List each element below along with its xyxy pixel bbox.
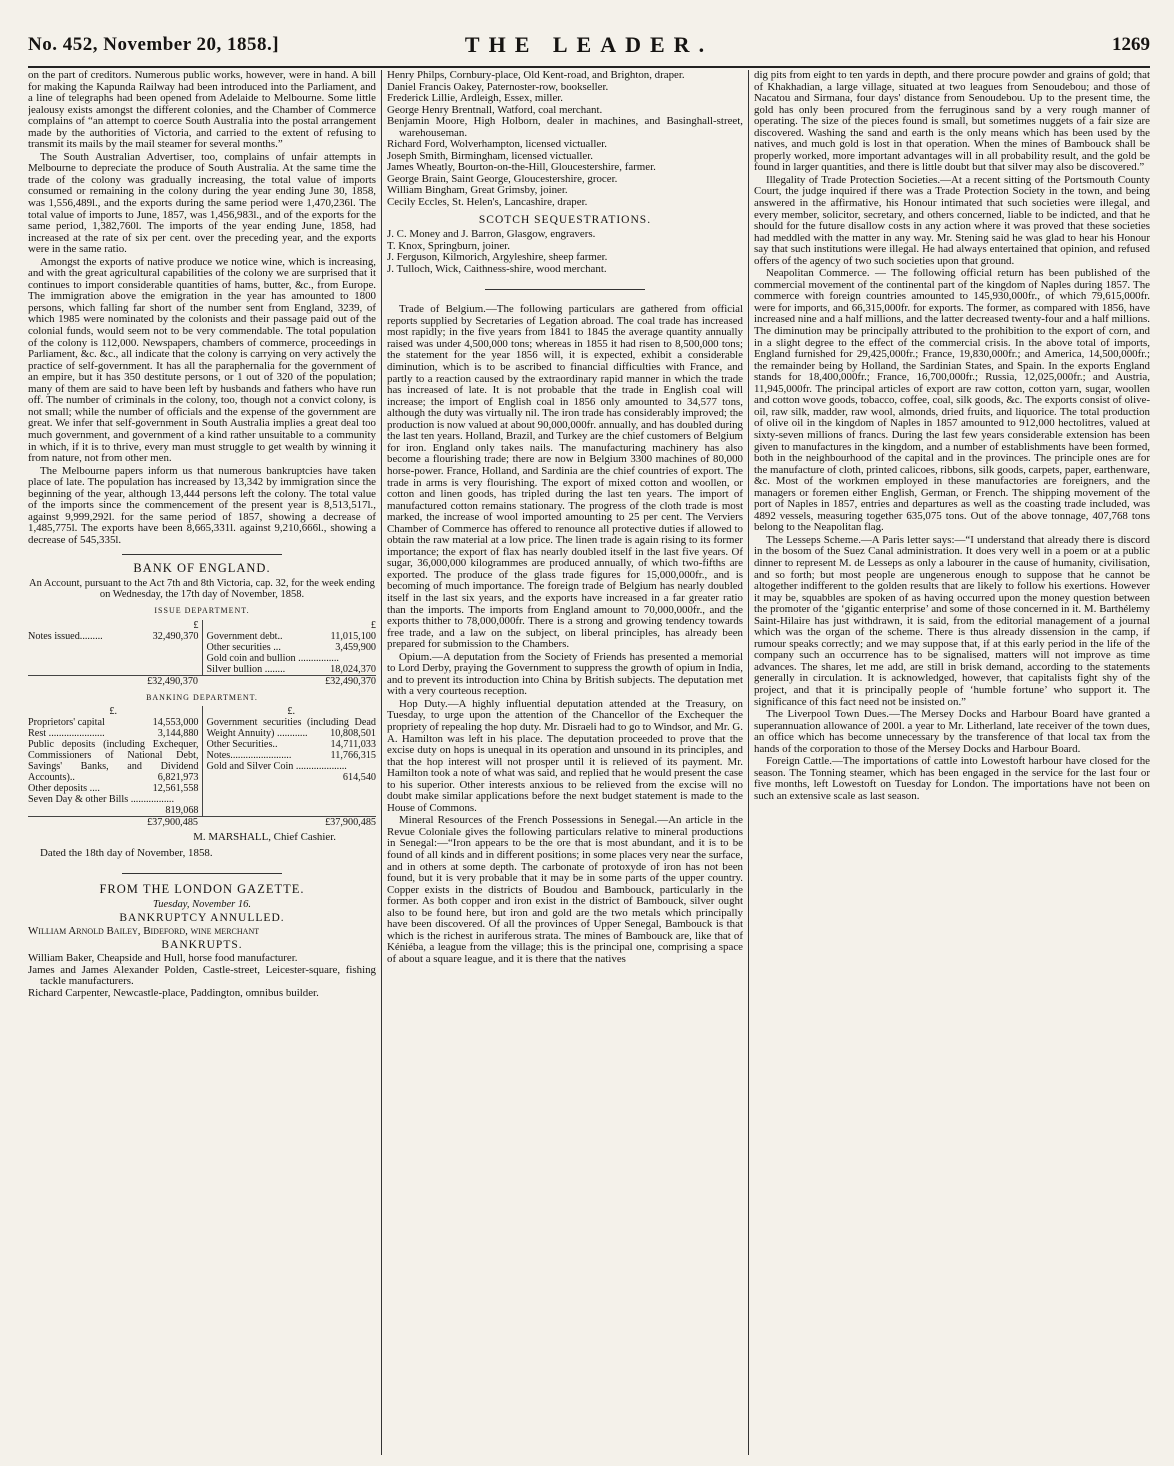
banking-total-right: £37,900,485 bbox=[202, 817, 376, 829]
issue-dept-heading: ISSUE DEPARTMENT. bbox=[154, 605, 250, 615]
bankrupt-6: Frederick Lillie, Ardleigh, Essex, miller. bbox=[387, 92, 564, 105]
bankrupts-heading: BANKRUPTS. bbox=[161, 938, 243, 951]
gold-coin-amount: 18,024,370 bbox=[330, 663, 376, 675]
banking-dept-heading: BANKING DEPARTMENT. bbox=[146, 692, 258, 702]
banking-total-left: £37,900,485 bbox=[28, 817, 202, 829]
bankrupt-5: Daniel Francis Oakey, Paternoster-row, bookseller. bbox=[387, 80, 609, 93]
divider-3 bbox=[485, 289, 645, 290]
article-australia-1: on the part of creditors. Numerous public works, however, were in hand. A bill for making the Kapunda Railway had been introduced into the Parliament, and a line of telegraphs had been opened from Adelaide to Melbourne. Some little jealousy exists amongst the different colonies, and the Chamber of Commerce complains of “an attempt to coerce South Australia into the postal arrangement made by the authorities of Victoria, and carried to the extent of refusing to transmit its mails by the mail steamer for several months.” bbox=[28, 70, 376, 151]
sequestration-1: J. C. Money and J. Barron, Glasgow, engravers. bbox=[387, 228, 596, 241]
currency-mark-2: £ bbox=[370, 619, 376, 631]
bankrupt-4: Henry Philps, Cornbury-place, Old Kent-road, and Brighton, draper. bbox=[387, 70, 685, 81]
divider-2 bbox=[122, 873, 282, 874]
column-3 bbox=[754, 70, 1150, 1455]
other-securities-2-amount: 14,711,033 bbox=[330, 739, 376, 751]
silver-bullion-label: Silver bullion ........ bbox=[206, 663, 286, 675]
article-senegal: Mineral Resources of the French Possessions in Senegal.—An article in the Revue Coloniale gives the following particulars relative to mineral productions in Senegal:—“Iron appears to be the ore that is most abundant, and it is to be found of all kinds and in different positions; in some places very near the surface, and in others at some depth. The carbonate of protoxyde of iron has not been found, but it is very probable that it may be in some parts of the upper country. Copper exists in the districts of Boudou and Bambouck, particularly in the former. As both copper and iron exist in the district of Bambouck, silver ought also to be found here, but iron and gold are the two metals which principally have been discovered. Of all the provinces of Upper Senegal, Bambouck is that which is the richest in auriferous strata. The mines of Bambouck are, like that of Kéniéba, a league from the village; this is the principal one, comprising a space of about a square league, and it is there that the natives bbox=[387, 814, 743, 965]
gov-debt-amount: 11,015,100 bbox=[330, 630, 376, 642]
article-neapolitan: Neapolitan Commerce. — The following official return has been published of the commercial movement of the continental part of the kingdom of Naples during 1857. The commerce with foreign countries amounted to 145,930,000fr., of which 79,615,000fr. were for imports, and 66,315,000fr. for exports. The former, as compared with 1856, have increased nine and a half millions, and the latter decreased twenty-four and a half millions. The diminution may be principally attributed to the prohibition to the export of corn, and in a slight degree to the effect of the commercial crisis. In the above total of imports, England furnished for 29,425,000fr.; France, 19,830,000fr.; and America, 14,500,000fr.; the remainder being by Holland, the Sardinian States, and Spain. In the exports England stands for 18,400,000fr.; France, 16,700,000fr.; Russia, 12,025,000fr.; and Austria, 11,945,000fr. The principal articles of export are raw cotton, cotton yarn, sugar, woollen and cotton wove goods, tobacco, coffee, coal, silk goods, &c. The exports consist of olive-oil, raw silk, madder, raw wool, almonds, dried fruits, and liquorice. The total production of olive oil in the kingdom of Naples in 1857 amounted to 912,000 hectolitres, valued at sixty-seven millions of francs. During the last few years considerable extension has been given to manufactures in the kingdom, and a number of establishments have been formed, both in the neighbourhood of the capital and in the provinces. The principle ones are for the manufacture of cloth, printed calicoes, ribbons, silk goods, carpets, paper, earthenware, &c. Most of the workmen employed in these manufactories are foreigners, and the managers or foremen either English, German, or French. The shipping movement of the port of Naples in 1857, entries and departures as well as the coasting trade included, was 4892 vessels, measuring together 635,075 tons. Out of the above tonnage, 407,768 tons belong to the Neapolitan flag. bbox=[754, 267, 1150, 534]
article-hop-duty: Hop Duty.—A highly influential deputation attended at the Treasury, on Tuesday, to urge upon the attention of the Chancellor of the Exchequer the propriety of repealing the hop duty. Mr. Disraeli had to go to Windsor, and Mr. G. A. Hamilton was left in his place. The deputation proceeded to prove that the excise duty on hops is unequal in its operation and unsound in its principles, and that the hop interest will not prosper until it is relieved of its payment. Mr. Hamilton took a note of what was said, and replied that he would present the case to his superior. Other interests anxious to be relieved from the excise will no doubt make similar applications before the next budget statement is made to the House of Commons. bbox=[387, 697, 743, 814]
issue-total-left: £32,490,370 bbox=[28, 675, 202, 687]
rest-label: Rest ...................... bbox=[28, 728, 105, 740]
seven-day-label: Seven Day & other Bills ................. bbox=[28, 794, 175, 806]
article-trade-protection: Illegality of Trade Protection Societies.—At a recent sitting of the Portsmouth County Court, the judge inquired if there was a Trade Protection Society in the town, and being answered in the affirmative, his Honour intimated that such societies were illegal, and every member, solicitor, secretary, and others concerned, liable to be indicted, and that he should for the future disallow costs in any action where it was proved that these societies had meddled with the matter in any way. Mr. Stening said he was glad to hear his Honour say that such institutions were illegal. He had always entertained that opinion, and refused offers of the agency of two such societies upon that ground. bbox=[754, 173, 1150, 267]
banking-dept-table bbox=[28, 706, 376, 828]
public-deposits-label: Public deposits (including Exchequer, Commissioners of National Debt, Savings' Banks, and Dividend Accounts).. bbox=[28, 739, 199, 784]
notes-issued-amount: 32,490,370 bbox=[152, 630, 199, 642]
article-belgium: Trade of Belgium.—The following particulars are gathered from official reports supplied by Secretaries of Legation abroad. The coal trade has increased most rapidly; in the five years from 1841 to 1845 the average quantity annually raised was under 4,500,000 tons; whereas in 1855 it had risen to 8,500,000 tons; the statement for the year 1856 will, it is expected, exhibit a considerable diminution, which is to be ascribed to financial difficulties with France, and partly to a reaction caused by the extraordinary rapid manner in which the trade has increased of late. It is not probable that the trade in English coal will increase; the import of English coal in 1856 only amounted to 34,577 tons, although the duty was virtually nil. The iron trade has considerably improved; the production is now valued at about 90,000,000fr. annually, and has doubled during the last ten years. Holland, Brazil, and Turkey are the chief customers of Belgium for iron. England only takes nails. The manufacturing machinery has also become a flourishing trade; there are now in Belgium 3300 machines of 80,000 horse-power. France, Holland, and Sardinia are the chief countries of export. The trade in arms is very flourishing. The export of mixed cotton and woollen, or cotton and linen goods, has tripled during the last ten years. The import of manufactured cotton remains stationary. The progress of the cloth trade is most marked, the increase of wool imported amounting to 25 per cent. The Verviers Chamber of Commerce has offered to renounce all protective duties if allowed to obtain the raw material at a low price. The linen trade is again rising to its former importance; the export of flax has nearly doubled itself in the last five years. Of sugar, 36,000,000 kilogrammes are produced annually, of which two-fifths are exported. The produce of the glass trade figures for 15,000,000fr., and is becoming of much importance. The foreign trade of Belgium has nearly doubled itself in the last six years, and the exports have increased in a far greater ratio than the imports. The imports from England amount to 70,000,000fr., and the exports thither to 78,000,000fr. There is a strong and growing tendency towards free trade, and a law on the subject, on liberal principles, has already been prepared for submission to the Chambers. bbox=[387, 303, 743, 651]
bankrupt-9: Richard Ford, Wolverhampton, licensed victualler. bbox=[387, 138, 608, 151]
notes-amount: 11,766,315 bbox=[330, 750, 376, 762]
article-australia-4: The Melbourne papers inform us that numerous bankruptcies have taken place of late. The population has increased by 13,342 by immigration since the beginning of the year, although 13,444 persons left the colony. The total value of the imports since the commencement of the present year is 8,513,517l., against 9,999,292l. for the same period of 1857, showing a decrease of 1,485,775l. The exports have been 8,665,331l. against 9,210,666l., showing a decrease of 545,335l. bbox=[28, 464, 376, 546]
article-liverpool: The Liverpool Town Dues.—The Mersey Docks and Harbour Board have granted a superannuation allowance of 200l. a year to Mr. Litherland, late receiver of the town dues, an office which has become unnecessary by the transference of that local tax from the hands of the corporation to those of the Mersey Docks and Harbour Board. bbox=[754, 708, 1150, 755]
notes-issued-label: Notes issued......... bbox=[28, 630, 103, 642]
article-australia-3: Amongst the exports of native produce we notice wine, which is increasing, and with the great agricultural capabilities of the colony we are surprised that it continues to import considerable quantities of hams, butter, &c., from Europe. The immigration above the emigration in the year has amounted to 1800 persons, which falling far short of the number sent from England, 3239, of which 1985 were nominated by the colonists and their passage paid out of the colonial funds, would seem not to be very commendable. The total population of the colony is 112,000. Newspapers, chambers of commerce, proceedings in Parliament, &c. &c., all indicate that the colony is carrying on very actively the practice of self-government. It has all the paraphernalia for the government of an empire, but it has 350 destitute persons, or 1 out of 320 of the population; many of them are said to have been left by husbands and fathers who have run off. The number of criminals in the colony, too, though not a convict colony, is not small; while the number of officials and the expense of the government are great. We infer that self-government in South Australia implies a great deal too much government, and government of a kind rather unsuitable to a community in which, if it is to thrive, every man must struggle to get wealth by winning it from nature, not from other men. bbox=[28, 255, 376, 465]
public-deposits-amount: 6,821,973 bbox=[157, 772, 199, 784]
sequestration-3: J. Ferguson, Kilmorich, Argyleshire, sheep farmer. bbox=[387, 251, 608, 264]
bankrupt-7: George Henry Brentnall, Watford, coal merchant. bbox=[387, 103, 603, 116]
seven-day-amount: 819,068 bbox=[165, 805, 199, 817]
column-2 bbox=[387, 70, 743, 1455]
gold-silver-amount: 614,540 bbox=[342, 772, 376, 784]
bankrupt-8: Benjamin Moore, High Holborn, dealer in machines, and Basinghall-street, warehouseman. bbox=[387, 115, 743, 139]
sequestration-2: T. Knox, Springburn, joiner. bbox=[387, 239, 510, 252]
bankrupt-13: William Bingham, Great Grimsby, joiner. bbox=[387, 184, 568, 197]
other-securities-2-label: Other Securities.. bbox=[206, 739, 278, 751]
proprietors-label: Proprietors' capital bbox=[28, 717, 105, 729]
rest-amount: 3,144,880 bbox=[157, 728, 199, 740]
currency-mark-4: £. bbox=[287, 706, 296, 718]
issue-total-right: £32,490,370 bbox=[202, 675, 376, 687]
article-australia-2: The South Australian Advertiser, too, complains of unfair attempts in Melbourne to depreciate the produce of South Australia. At the same time the trade of the colony was gradually increasing, the total value of imports consumed or remaining in the colony during the year ending June 30, 1858, was 1,556,489l., and the exports during the same period were 1,470,236l. The total value of imports to June, 1857, was 1,456,983l., and of the exports for the same period, 1,382,760l. The imports of the year ending June, 1858, had increased at the rate of six per cent. over the preceding year, and the exports were in the same ratio. bbox=[28, 150, 376, 256]
sequestration-4: J. Tulloch, Wick, Caithness-shire, wood merchant. bbox=[387, 262, 607, 275]
cashier-signature: M. MARSHALL, Chief Cashier. bbox=[193, 831, 336, 844]
gov-securities-amount: 10,808,501 bbox=[330, 728, 376, 740]
column-rule-2 bbox=[748, 70, 749, 1455]
article-lesseps: The Lesseps Scheme.—A Paris letter says:—“I understand that already there is discord in the bosom of the Suez Canal administration. It does very well in a poem or at a public dinner to represent M. de Lesseps as only a labourer in the cause of humanity, civilisation, and so forth; but most people are ungenerous enough to suppose that he cannot be altogether indifferent to the golden results that are likely to follow his exertions. However it may be, squabbles are spoken of as having occurred upon the money question between the promoter of the ‘gigantic enterprise’ and some of those concerned in it. M. Barthélemy Saint-Hilaire has just withdrawn, it is said, from the editorial management of a journal which was the organ of the scheme. There is thus already dissension in the camp, if rumour speaks correctly; and we may suppose that, if at this early period in the life of the company such an occurrence has to be signalised, matters will not improve as time advances. The shares, let me add, are still in brisk demand, according to the statements generally in circulation. It is acknowledged, however, that capitalists fight shy of the project, and that it is principally people of ‘humble fortune’ who support it. The significance of this fact need not be insisted on.” bbox=[754, 533, 1150, 708]
bankrupt-10: Joseph Smith, Birmingham, licensed victualler. bbox=[387, 149, 593, 162]
dated-line: Dated the 18th day of November, 1858. bbox=[40, 846, 213, 859]
column-1 bbox=[28, 70, 376, 1455]
gold-silver-label: Gold and Silver Coin .................... bbox=[206, 761, 347, 773]
bankrupt-3: Richard Carpenter, Newcastle-place, Paddington, omnibus builder. bbox=[28, 986, 319, 999]
currency-mark: £ bbox=[193, 619, 199, 631]
divider bbox=[122, 554, 282, 555]
gov-securities-label: Government securities (including Dead Weight Annuity) ............ bbox=[206, 717, 376, 740]
bankrupt-2: James and James Alexander Polden, Castle-street, Leicester-square, fishing tackle manufacturers. bbox=[28, 963, 376, 988]
annulled-entry: William Arnold Bailey, Bideford, wine merchant bbox=[28, 925, 260, 938]
article-senegal-cont: dig pits from eight to ten yards in depth, and there procure powder and grains of gold; that of Khakhadian, a large village, situated at two leagues from Senoudebou; and those of Nacatou and Sirmana, four days' distance from Senoudebou. Up to the present time, the gold has only been procured from the ferruginous sand by a very rough manner of operating. The size of the pieces found is small, but sometimes nuggets of a fair size are discovered. Washing the sand and earth is the only means which has been used by the natives, and much gold is lost in that operation. When the mines of Bambouck shall be properly worked, more important advantages will in all probability result, and the gold be found in larger quantities, and there is little doubt but that silver may also be discovered.” bbox=[754, 70, 1150, 174]
other-deposits-label: Other deposits .... bbox=[28, 783, 100, 795]
bankrupt-1: William Baker, Cheapside and Hull, horse food manufacturer. bbox=[28, 952, 298, 965]
bankrupt-11: James Wheatly, Bourton-on-the-Hill, Gloucestershire, farmer. bbox=[387, 161, 656, 174]
notes-label: Notes........................ bbox=[206, 750, 292, 762]
other-securities-label: Other securities ... bbox=[206, 641, 281, 653]
other-deposits-amount: 12,561,558 bbox=[152, 783, 199, 795]
gov-debt-label: Government debt.. bbox=[206, 630, 283, 642]
article-opium: Opium.—A deputation from the Society of Friends has presented a memorial to Lord Derby, praying the Government to suppress the growth of opium in India, and to prevent its introduction into China by British subjects. The deputation met with a very courteous reception. bbox=[387, 650, 743, 698]
scotch-heading: SCOTCH SEQUESTRATIONS. bbox=[478, 213, 652, 226]
gazette-date: Tuesday, November 16. bbox=[153, 898, 251, 910]
newspaper-title: THE LEADER. bbox=[464, 32, 714, 57]
bankrupt-12: George Brain, Saint George, Gloucestershire, grocer. bbox=[387, 172, 618, 185]
gold-coin-label: Gold coin and bullion ................ bbox=[206, 652, 339, 664]
article-foreign-cattle: Foreign Cattle.—The importations of cattle into Lowestoft harbour have closed for the season. The Tonning steamer, which has been engaged in the service for the last four or five months, left Lowestoft on Tuesday for London. The importations have not been on such an extensive scale as last season. bbox=[754, 755, 1150, 802]
gazette-title: FROM THE LONDON GAZETTE. bbox=[99, 882, 305, 897]
other-securities-amount: 3,459,900 bbox=[335, 641, 376, 653]
annulled-heading: BANKRUPTCY ANNULLED. bbox=[119, 911, 285, 924]
issue-dept-table bbox=[28, 620, 376, 687]
proprietors-amount: 14,553,000 bbox=[152, 717, 199, 729]
page-number: 1269 bbox=[1112, 34, 1150, 55]
bank-subtitle: An Account, pursuant to the Act 7th and 8th Victoria, cap. 32, for the week ending on Wednesday, the 17th day of November, 1858. bbox=[29, 577, 375, 600]
column-rule-1 bbox=[381, 70, 382, 1455]
masthead bbox=[28, 30, 1150, 68]
bankrupt-14: Cecily Eccles, St. Helen's, Lancashire, draper. bbox=[387, 196, 588, 209]
currency-mark-3: £. bbox=[109, 706, 118, 718]
bank-title: BANK OF ENGLAND. bbox=[133, 561, 271, 576]
issue-number: No. 452, November 20, 1858.] bbox=[28, 34, 280, 55]
